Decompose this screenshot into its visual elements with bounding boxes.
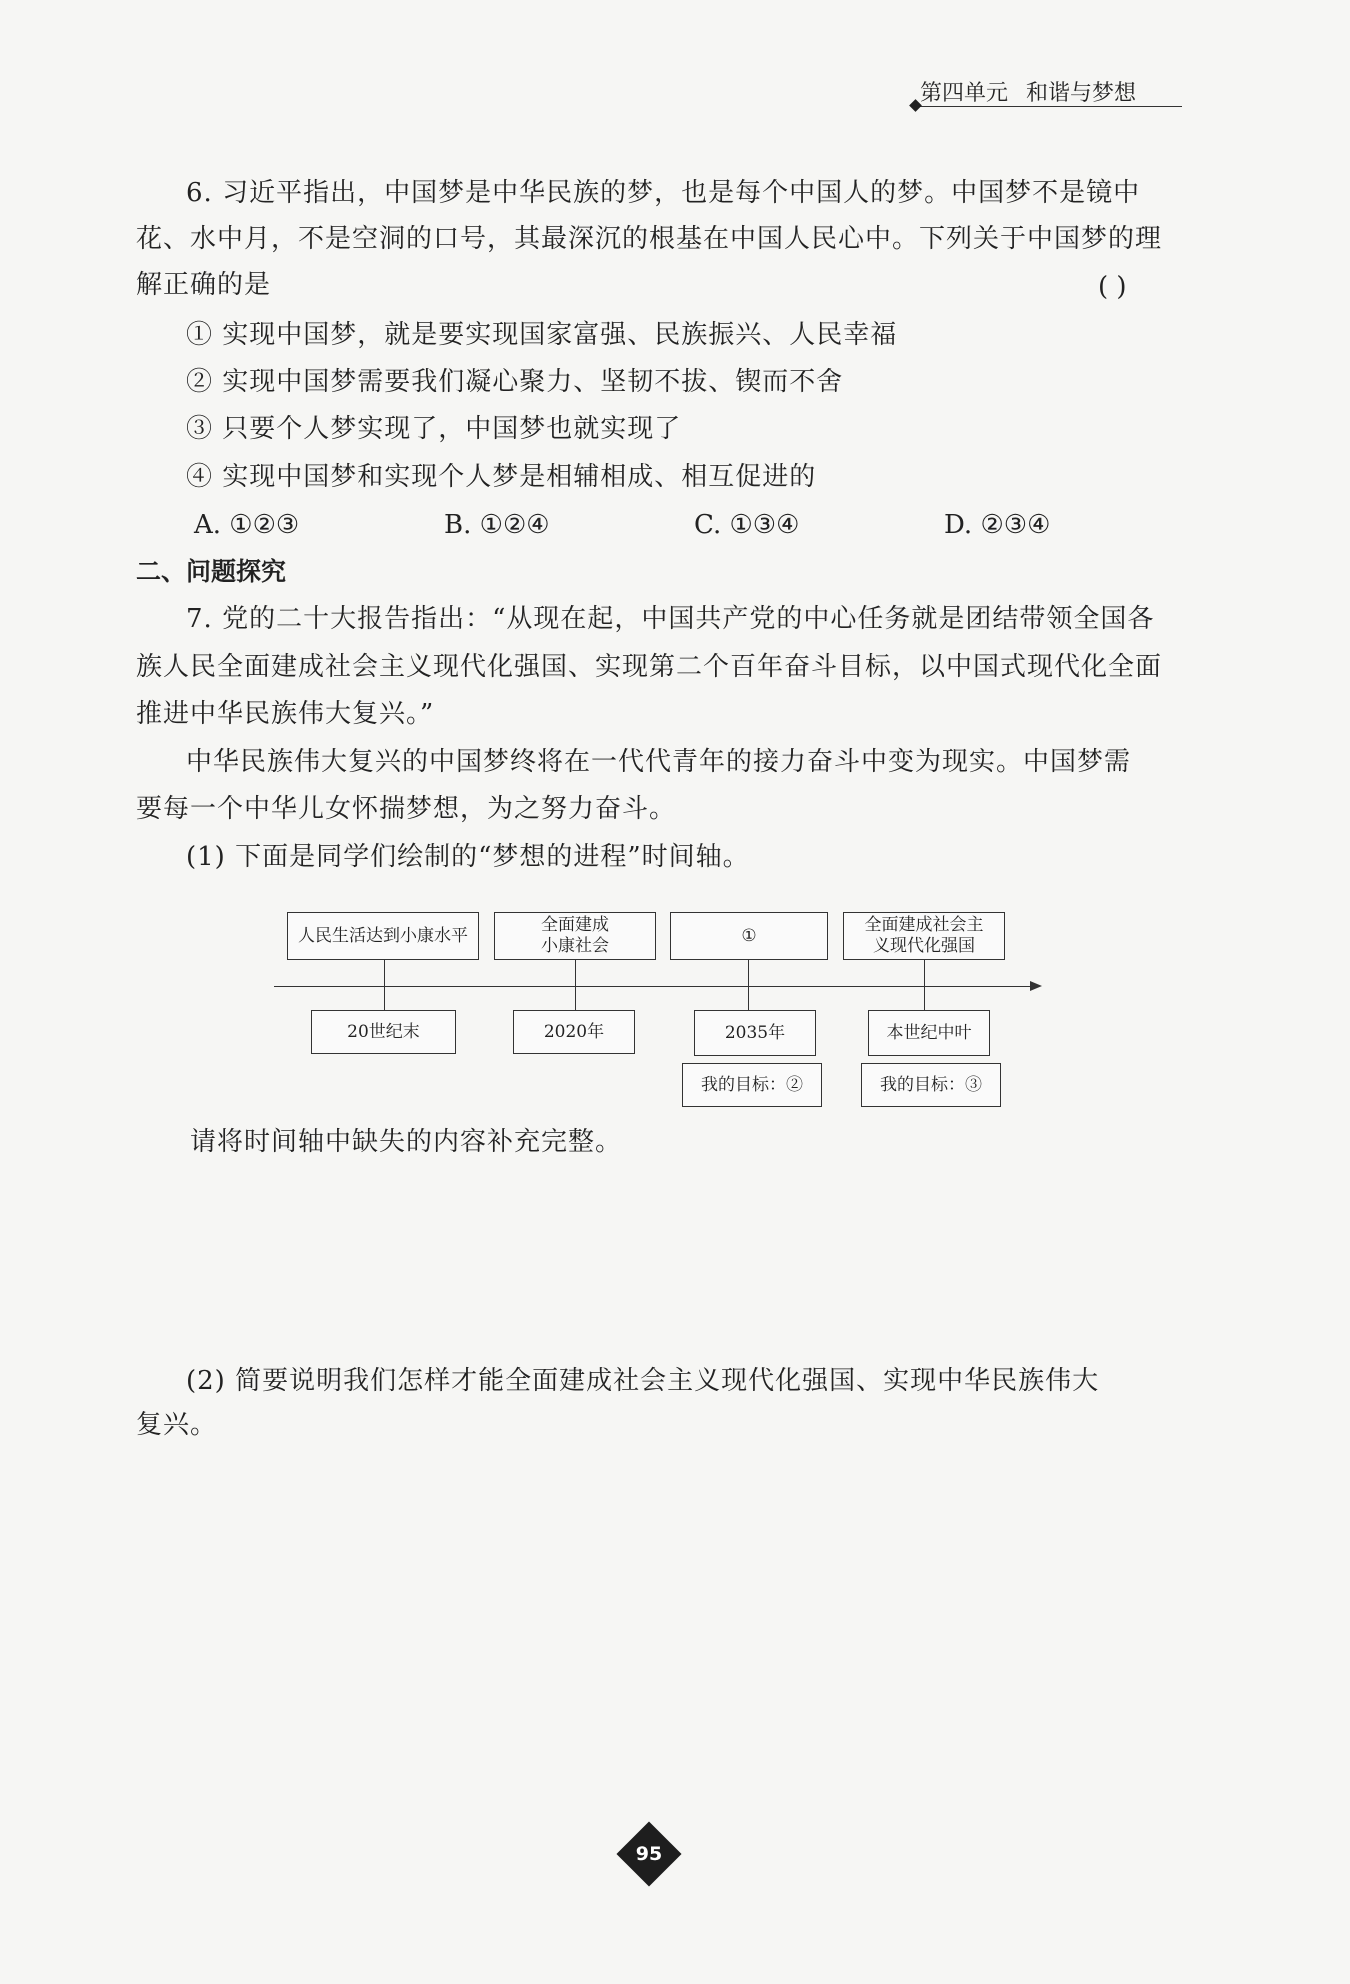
option-a[interactable]: A. ①②③ [194,510,300,540]
q6-line-1: 6. 习近平指出，中国梦是中华民族的梦，也是每个中国人的梦。中国梦不是镜中 [186,178,1141,208]
q6-item-1: ① 实现中国梦，就是要实现国家富强、民族振兴、人民幸福 [186,320,898,350]
q7-sub2-line-1: (2) 简要说明我们怎样才能全面建成社会主义现代化强国、实现中华民族伟大 [186,1366,1100,1396]
timeline-goal-box-2[interactable] [861,1063,1001,1107]
q7-p1-line-3: 推进中华民族伟大复兴。” [136,699,435,729]
q7-p1-line-1: 7. 党的二十大报告指出：“从现在起，中国共产党的中心任务就是团结带领全国各 [186,604,1155,634]
q7-p2-line-1: 中华民族伟大复兴的中国梦终将在一代代青年的接力奋斗中变为现实。中国梦需 [186,747,1132,777]
q6-item-2: ② 实现中国梦需要我们凝心聚力、坚韧不拔、锲而不舍 [186,367,844,397]
page-number: 95 [635,1843,663,1865]
timeline-top-box-1 [287,912,479,960]
timeline-top-label-1: 人民生活达到小康水平 [298,925,468,946]
q6-item-4: ④ 实现中国梦和实现个人梦是相辅相成、相互促进的 [186,462,817,492]
timeline-date-1: 20世纪末 [347,1021,420,1042]
q7-p1-line-2: 族人民全面建成社会主义现代化强国、实现第二个百年奋斗目标，以中国式现代化全面 [136,652,1163,682]
option-c[interactable]: C. ①③④ [694,510,800,540]
timeline-date-2: 2020年 [543,1021,605,1042]
timeline-date-box-1 [311,1010,456,1054]
timeline-top-label-4: 全面建成社会主 义现代化强国 [864,915,984,956]
timeline-top-box-4 [843,912,1005,960]
timeline-top-label-2: 全面建成 小康社会 [541,915,609,956]
unit-header [920,76,1136,107]
q7-sub1-instruction: 请将时间轴中缺失的内容补充完整。 [190,1127,623,1157]
timeline-date-box-4 [868,1010,990,1056]
timeline-date-box-2 [513,1010,635,1054]
timeline-top-label-3: ① [741,925,757,946]
section-title: 二、问题探究 [136,557,287,586]
timeline-top-box-3[interactable] [670,912,828,960]
timeline-date-box-3 [694,1010,816,1056]
q7-sub1: (1) 下面是同学们绘制的“梦想的进程”时间轴。 [186,842,750,872]
unit-title: 和谐与梦想 [1026,81,1137,106]
q6-line-3: 解正确的是 [136,270,272,300]
timeline-date-3: 2035年 [724,1022,786,1043]
q7-sub2-line-2: 复兴。 [136,1410,218,1440]
timeline-goal-2: 我的目标：③ [880,1074,982,1095]
q7-p2-line-2: 要每一个中华儿女怀揣梦想，为之努力奋斗。 [136,794,677,824]
timeline-top-box-2 [494,912,656,960]
answer-bracket[interactable]: ( ) [1098,272,1127,302]
timeline-date-4: 本世纪中叶 [886,1022,972,1043]
option-b[interactable]: B. ①②④ [444,510,550,540]
timeline-axis [274,986,1034,987]
q6-line-2: 花、水中月，不是空洞的口号，其最深沉的根基在中国人民心中。下列关于中国梦的理 [136,224,1163,254]
timeline-goal-box-1[interactable] [682,1063,822,1107]
arrow-right-icon [1030,981,1042,991]
option-d[interactable]: D. ②③④ [944,510,1051,540]
unit-label: 第四单元 [920,81,1009,106]
header-rule [920,106,1182,107]
timeline-goal-1: 我的目标：② [701,1074,803,1095]
q6-item-3: ③ 只要个人梦实现了，中国梦也就实现了 [186,414,682,444]
